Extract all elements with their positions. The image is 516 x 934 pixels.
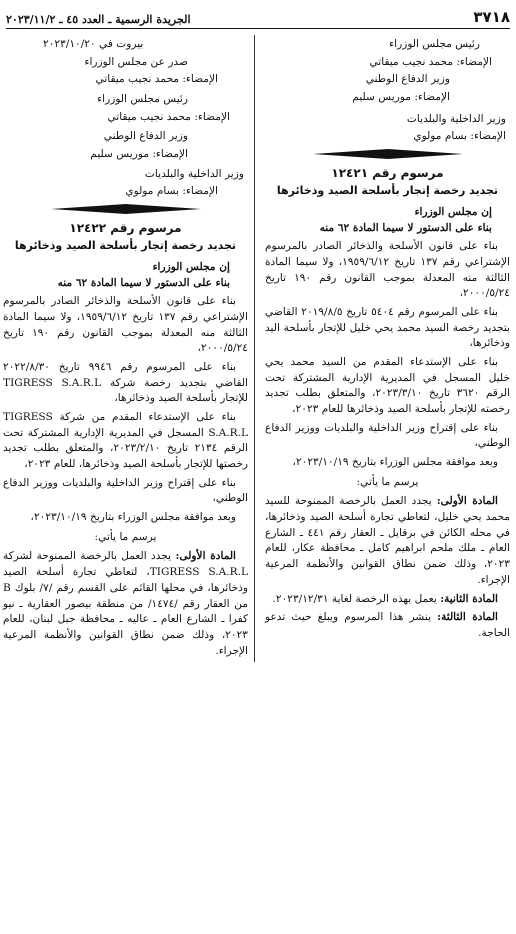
decree-title: مرسوم رقم ١٢٤٢٢ [69, 221, 182, 236]
left-column [3, 35, 255, 662]
recital: بناء على المرسوم رقم ٥٤٠٤ تاريخ ٢٠١٩/٨/٥ القاضي بتجديد رخصة السيد محمد يحي خليل للإتجار بأسلحة اليد وذخائرها، [265, 306, 510, 350]
interior-title: وزير الداخلية والبلديات [406, 112, 506, 125]
section-divider [265, 147, 510, 161]
header-title: الجريدة الرسمية ـ العدد ٤٥ ـ ٢٠٢٣/١١/٢ [6, 12, 191, 26]
article-label: المادة الأولى: [436, 495, 498, 508]
recital: وبعد موافقة مجلس الوزراء بتاريخ ٢٠٢٣/١٠/١٩، [292, 456, 498, 469]
article-text: يجدد العمل بالرخصة الممنوحة للسيد محمد يحي خليل، لتعاطي تجارة أسلحة الصيد وذخائرها، في محله الكائن في برقايل ـ العقار رقم ٤٤١ ـ الشارع العام ـ ملك ملحم ابراهيم كامل ـ محافظة عكار، للعام ٢٠٢٣، وذلك ضمن نطاق القوانين والأنظمة المرعية الإجراء. [265, 495, 510, 586]
pm-signature: الإمضاء: محمد نجيب ميقاتي [95, 73, 218, 86]
section-divider [3, 202, 248, 216]
article-1 [265, 494, 510, 588]
article-text: يعمل بهذه الرخصة لغاية ٢٠٢٣/١٢/٣١. [272, 592, 437, 605]
pm-title: رئيس مجلس الوزراء [389, 38, 480, 50]
page-header [6, 6, 510, 29]
decrees-heading: يرسم ما يأتي: [94, 530, 157, 543]
article-2 [265, 592, 510, 608]
interior-title: وزير الداخلية والبلديات [144, 167, 244, 180]
recital: وبعد موافقة مجلس الوزراء بتاريخ ٢٠٢٣/١٠/١٩، [30, 511, 236, 524]
basis-constitution: بناء على الدستور لا سيما المادة ٦٢ منه [57, 276, 230, 289]
decree-title: مرسوم رقم ١٢٤٢١ [331, 166, 444, 181]
pm-title: رئيس مجلس الوزراء [97, 93, 188, 106]
columns [3, 29, 511, 662]
decrees-heading: يرسم ما يأتي: [356, 475, 419, 488]
recital: بناء على قانون الأسلحة والذخائر الصادر بالمرسوم الإشتراعي رقم ١٣٧ تاريخ ١٩٥٩/٦/١٢، ولا سيما المادة الثالثة منه المعدلة بموجب القانون رقم ١٩٠ تاريخ ٢٠٠٠/٥/٢٤، [265, 240, 511, 300]
recital: بناء على المرسوم رقم ٩٩٤٦ تاريخ ٢٠٢٢/٨/٣٠ القاضي بتجديد رخصة شركة TIGRESS S.A.R.L للإتجار بأسلحة الصيد وذخائرها، [3, 361, 248, 405]
recital: بناء على إقتراح وزير الداخلية والبلديات ووزير الدفاع الوطني، [265, 421, 510, 450]
recital: بناء على قانون الأسلحة والذخائر الصادر بالمرسوم الإشتراعي رقم ١٣٧ تاريخ ١٩٥٩/٦/١٢، ولا سيما المادة الثالثة منه المعدلة بموجب القانون رقم ١٩٠ تاريخ ٢٠٠٠/٥/٢٤، [3, 295, 249, 355]
defense-title: وزير الدفاع الوطني [103, 130, 188, 143]
recital: بناء على الإستدعاء المقدم من شركة TIGRESS S.A.R.L المسجل في المديرية الإدارية المشتركة تحت الرقم ٢١٣٤ تاريخ ٢٠٢٣/٢/١٠، والمتعلق بطلب تجديد رخصتها للإتجار بأسلحة الصيد وذخائرها، للعام ٢٠٢٣، [3, 411, 248, 471]
article-3 [265, 610, 510, 641]
pm-signature: الإمضاء: محمد نجيب ميقاتي [107, 110, 230, 123]
defense-signature: الإمضاء: موريس سليم [90, 148, 188, 161]
recital: بناء على الإستدعاء المقدم من السيد محمد يحي خليل المسجل في المديرية الإدارية المشتركة تحت الرقم ٣٦٢٠ تاريخ ٢٠٢٣/٣/١٠، والمتعلق بطلب تجديد رخصته للإتجار بأسلحة الصيد وذخائرها للعام ٢٠٢٣، [265, 356, 510, 416]
issuer: إن مجلس الوزراء [414, 206, 492, 219]
right-column [265, 35, 510, 662]
article-label: المادة الثانية: [440, 592, 498, 605]
decree-subject: تجديد رخصة إتجار بأسلحة الصيد وذخائرها [276, 183, 499, 197]
article-text: ينشر هذا المرسوم ويبلغ حيث تدعو الحاجة. [265, 611, 510, 639]
defense-title: وزير الدفاع الوطني [365, 73, 450, 86]
issued-by: صدر عن مجلس الوزراء [84, 55, 188, 68]
article-1 [3, 549, 248, 659]
article-label: المادة الأولى: [175, 550, 236, 563]
place-date: بيروت في ٢٠٢٣/١٠/٢٠ [43, 38, 144, 50]
article-label: المادة الثالثة: [437, 611, 498, 624]
basis-constitution: بناء على الدستور لا سيما المادة ٦٢ منه [319, 221, 492, 234]
page-number: ٣٧١٨ [473, 7, 510, 26]
pm-signature: الإمضاء: محمد نجيب ميقاتي [369, 55, 492, 68]
issuer: إن مجلس الوزراء [152, 261, 230, 274]
recital: بناء على إقتراح وزير الداخلية والبلديات ووزير الدفاع الوطني، [3, 476, 248, 505]
article-text: يجدد العمل بالرخصة الممنوحة لشركة TIGRESS S.A.R.L، لتعاطي تجارة أسلحة الصيد وذخائرها، في محلها القائم على القسم رقم /٧/ بلوك B من العقار رقم /١٤٧٤/ من منطقة بيصور العقارية ـ نيو كفرا ـ الشارع العام ـ عاليه ـ محافظة جبل لبنان، للعام ٢٠٢٣، وذلك ضمن نطاق القوانين والأنظمة المرعية الإجراء. [3, 550, 248, 657]
interior-signature: الإمضاء: بسام مولوي [125, 185, 218, 198]
interior-signature: الإمضاء: بسام مولوي [413, 130, 506, 143]
decree-subject: تجديد رخصة إتجار بأسلحة الصيد وذخائرها [14, 238, 237, 252]
defense-signature: الإمضاء: موريس سليم [352, 91, 450, 104]
